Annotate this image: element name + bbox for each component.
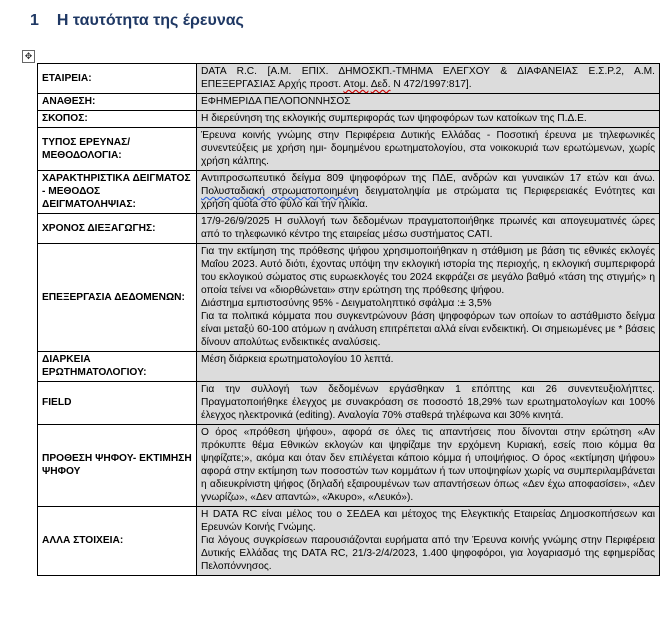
paragraph: Για λόγους συγκρίσεων παρουσιάζονται ευρήματα από την Έρευνα κοινής γνώμης στην Περιφέρεια Δυτικής Ελλάδας της DATA RC, 21/3-2/4/2023, 1.400 ψηφοφόροι, για λογαριασμό της εφημερίδας Πελοπόννησος. [201, 535, 655, 572]
section-title: Η ταυτότητα της έρευνας [56, 12, 244, 29]
row-value: DATA R.C. [Α.Μ. ΕΠΙΧ. ΔΗΜΟΣΚΠ.-ΤΜΗΜΑ ΕΛΕΓΧΟΥ & ΔΙΑΦΑΝΕΙΑΣ Ε.Σ.Ρ.2, Α.Μ. ΕΠΕΞΕΡΓΑΣΙΑΣ Αρχής προστ. Ατομ. Δεδ. Ν 472/1997:817]. [197, 64, 660, 94]
paragraph: Η DATA RC είναι μέλος του ο ΣΕΔΕΑ και μέτοχος της Ελεγκτικής Εταιρείας Δημοσκοπήσεων και Ερευνών Κοινής Γνώμης. [201, 509, 655, 533]
row-label: ΑΛΛΑ ΣΤΟΙΧΕΙΑ: [38, 507, 197, 576]
table-row [38, 64, 660, 94]
row-value: Η διερεύνηση της εκλογικής συμπεριφοράς των ψηφοφόρων των κατοίκων της Π.Δ.Ε. [197, 111, 660, 128]
row-value: 17/9-26/9/2025 Η συλλογή των δεδομένων πραγματοποιήθηκε πρωινές και απογευματινές ώρες από το τηλεφωνικό κέντρο της εταιρείας μέσω συστήματος CATI. [197, 214, 660, 244]
row-label: ΕΤΑΙΡΕΙΑ: [38, 64, 197, 94]
table-row [38, 111, 660, 128]
row-value [197, 244, 660, 352]
table-row [38, 128, 660, 171]
row-label: ΧΑΡΑΚΤΗΡΙΣΤΙΚΑ ΔΕΙΓΜΑΤΟΣ - ΜΕΘΟΔΟΣ ΔΕΙΓΜΑΤΟΛΗΨΙΑΣ: [38, 171, 197, 214]
paragraph: Για την εκτίμηση της πρόθεσης ψήφου χρησιμοποιήθηκαν η στάθμιση με βάση τις εθνικές εκλογές Μαΐου 2023. Αυτό διότι, έχοντας υπόψη την εκλογική ιστορία της περιοχής, η εκλογική συμπεριφορά του εκλογικού σώματος στις ευρωεκλογές του 2024 εκφράζει σε μεγάλο βαθμό «τάση της στιγμής» η οποία τείνει να «διορθώνεται» στην ερώτηση της πρόθεσης ψήφου. [201, 246, 655, 296]
row-value: Μέση διάρκεια ερωτηματολογίου 10 λεπτά. [197, 352, 660, 382]
row-value: Ο όρος «πρόθεση ψήφου», αφορά σε όλες τις απαντήσεις που δίνονται στην ερώτηση «Αν πρόκυπτε θέμα Εθνικών εκλογών και ψηφίζαμε την ερχόμενη Κυριακή, εσείς ποιο κόμμα θα ψηφίζατε;», ακόμα και όταν δεν επιλέγεται κάποιο κόμμα ή υποψήφιος. Ο όρος «εκτίμηση ψήφου» αφορά στην εκτίμηση των ποσοστών των κομμάτων ή των υποψηφίων χωρίς να συμπεριλαμβάνεται η αδιευκρίνιστη ψήφος (δηλαδή εξαιρουμένων των απαντήσεων όπως «Δεν έχω αποφασίσει», «Δεν γνωρίζω», «Δεν απαντώ», «Άκυρο», «Λευκό»). [197, 425, 660, 507]
row-label: ΕΠΕΞΕΡΓΑΣΙΑ ΔΕΔΟΜΕΝΩΝ: [38, 244, 197, 352]
table-row [38, 382, 660, 425]
paragraph: Διάστημα εμπιστοσύνης 95% - Δειγματοληπτικό σφάλμα :± 3,5% [201, 298, 492, 309]
row-label: FIELD [38, 382, 197, 425]
table-row [38, 214, 660, 244]
row-label: ΤΥΠΟΣ ΕΡΕΥΝΑΣ/ ΜΕΘΟΔΟΛΟΓΙΑ: [38, 128, 197, 171]
row-label: ΠΡΟΘΕΣΗ ΨΗΦΟΥ- ΕΚΤΙΜΗΣΗ ΨΗΦΟΥ [38, 425, 197, 507]
row-label: ΔΙΑΡΚΕΙΑ ΕΡΩΤΗΜΑΤΟΛΟΓΙΟΥ: [38, 352, 197, 382]
row-value: Για την συλλογή των δεδομένων εργάσθηκαν 1 επόπτης και 26 συνεντευξιολήπτες. Πραγματοποιήθηκε έλεγχος με συνακρόαση σε ποσοστό 18,29% των ερωτηματολογίων και 100% έλεγχος ηλεκτρονικά (editing). Αναλογία 70% σταθερά τηλέφωνα και 30% κινητά. [197, 382, 660, 425]
row-label: ΑΝΑΘΕΣΗ: [38, 94, 197, 111]
table-row [38, 244, 660, 352]
table-row [38, 507, 660, 576]
row-value: Έρευνα κοινής γνώμης στην Περιφέρεια Δυτικής Ελλάδας - Ποσοτική έρευνα με τηλεφωνικές συνεντεύξεις με χρήση ημι- δομημένου ερωτηματολογίου, στα νοικοκυριά των ερωτώμενων, χωρίς χρήση κάλπης. [197, 128, 660, 171]
row-value: Αντιπροσωπευτικό δείγμα 809 ψηφοφόρων της ΠΔΕ, ανδρών και γυναικών 17 ετών και άνω. Πολυσταδιακή στρωματοποιημένη δειγματοληψία με στρώματα τις Περιφερειακές Ενότητες και χρήση quota στο φύλο και την ηλικία. [197, 171, 660, 214]
paragraph: Για τα πολιτικά κόμματα που συγκεντρώνουν βάση ψηφοφόρων των οποίων το αστάθμιστο δείγμα είναι μεταξύ 60-100 ατόμων η ανάλυση επιτρέπεται αλλά είναι ενδεικτική. Οι σημειωμένες με * βάσεις δίνουν απολύτως ενδεικτικές αναλύσεις. [201, 311, 655, 348]
section-heading [30, 12, 244, 30]
row-label: ΧΡΟΝΟΣ ΔΙΕΞΑΓΩΓΗΣ: [38, 214, 197, 244]
survey-identity-table [37, 63, 660, 576]
move-arrows-icon[interactable]: ✥ [22, 50, 35, 63]
row-value: ΕΦΗΜΕΡΙΔΑ ΠΕΛΟΠΟΝΝΗΣΟΣ [197, 94, 660, 111]
table-row [38, 94, 660, 111]
table-row [38, 171, 660, 214]
table-row [38, 352, 660, 382]
section-number: 1 [30, 12, 39, 29]
table-row [38, 425, 660, 507]
row-label: ΣΚΟΠΟΣ: [38, 111, 197, 128]
row-value [197, 507, 660, 576]
